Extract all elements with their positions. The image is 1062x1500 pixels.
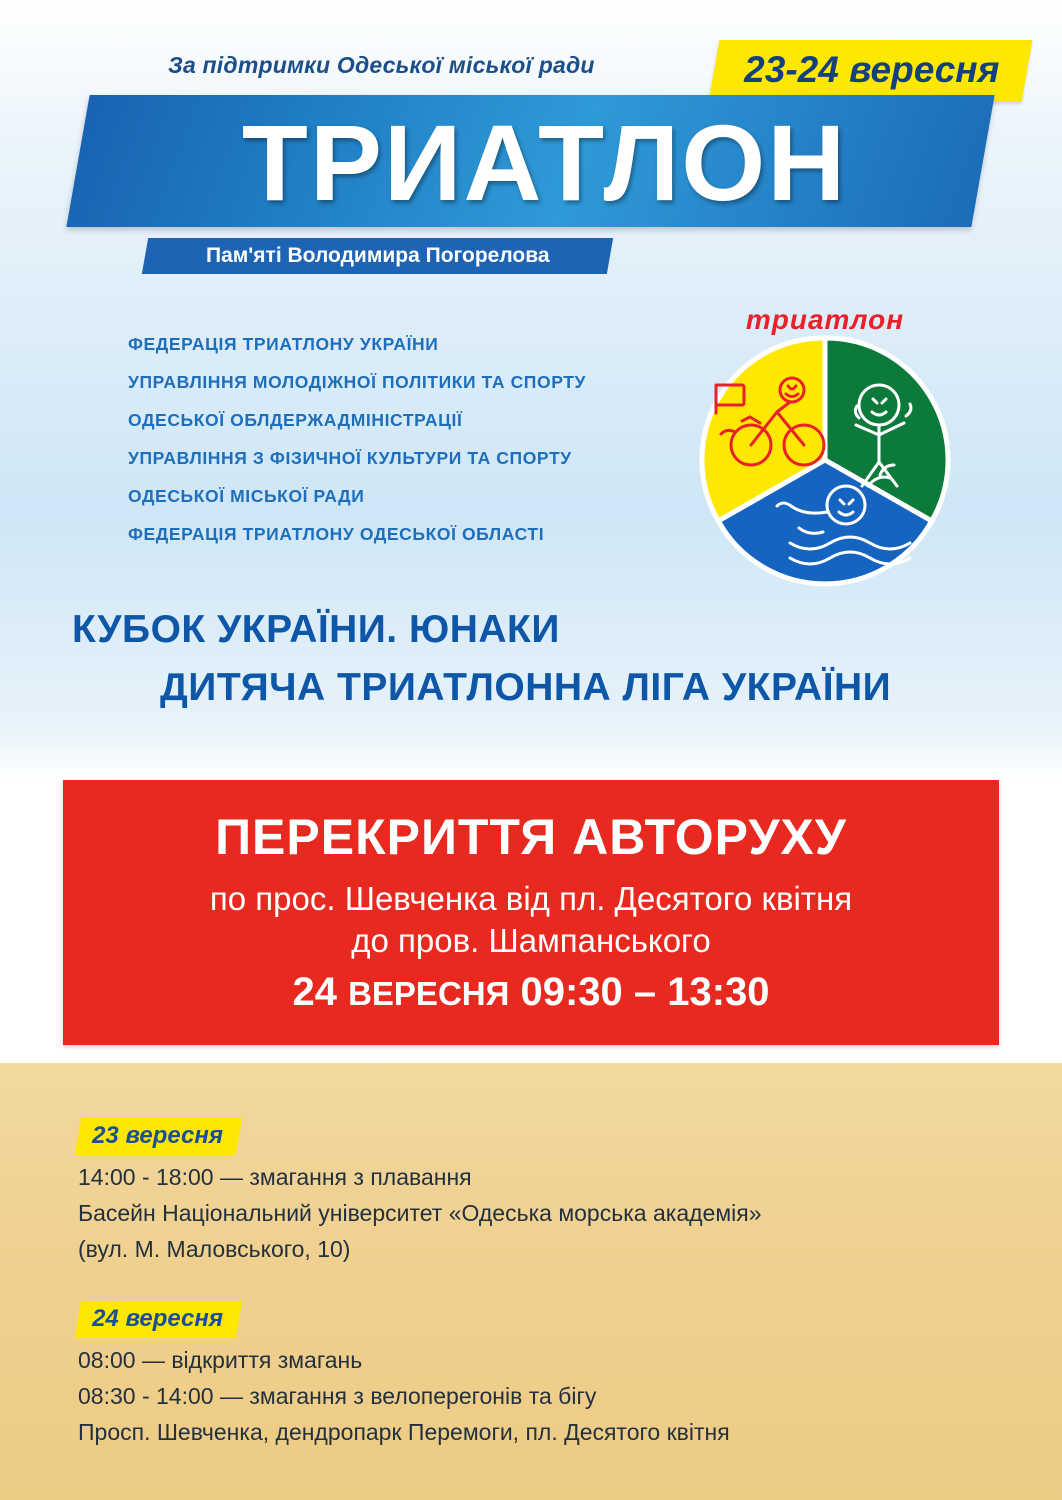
alert-line1: по прос. Шевченка від пл. Десятого квітня (209, 880, 853, 917)
date-badge-label: 23-24 вересня (743, 49, 1000, 90)
schedule-day-block (78, 1118, 1008, 1263)
poster-subtitle-label: Пам'яті Володимира Погорелова (205, 244, 550, 267)
alert-line2: до пров. Шампанського (351, 922, 711, 959)
poster-subtitle (142, 238, 613, 274)
triathlon-logo-graphic (640, 290, 1010, 610)
cup-headings (0, 608, 1062, 710)
cup-heading-line1: КУБОК УКРАЇНИ. ЮНАКИ (72, 608, 560, 651)
schedule-line: 08:00 — відкриття змагань (78, 1347, 363, 1373)
organizer-line: ОДЕСЬКОЇ ОБЛДЕРЖАДМІНІСТРАЦІЇ (128, 410, 463, 430)
schedule-line: 08:30 - 14:00 — змагання з велоперегонів та бігу (78, 1383, 597, 1409)
schedule-day-label: 23 вересня (92, 1122, 223, 1149)
poster-title (80, 96, 1008, 228)
alert-time (63, 970, 999, 1015)
organizers-list (128, 334, 648, 562)
schedule-line: Басейн Національний університет «Одеська морська академія» (78, 1200, 762, 1226)
poster-title-label: ТРИАТЛОН (241, 101, 848, 223)
schedule-day-block (78, 1301, 1008, 1446)
schedule-line: (вул. М. Маловського, 10) (78, 1236, 351, 1262)
schedule-line: Просп. Шевченка, дендропарк Перемоги, пл. Десятого квітня (78, 1419, 730, 1445)
alert-time-day: 24 (292, 970, 337, 1014)
organizer-line: ФЕДЕРАЦІЯ ТРИАТЛОНУ ОДЕСЬКОЇ ОБЛАСТІ (128, 524, 545, 544)
alert-title: ПЕРЕКРИТТЯ АВТОРУХУ (215, 809, 847, 865)
schedule-day-label: 24 вересня (92, 1305, 223, 1332)
schedule-line: 14:00 - 18:00 — змагання з плавання (78, 1164, 472, 1190)
organizer-line: УПРАВЛІННЯ МОЛОДІЖНОЇ ПОЛІТИКИ ТА СПОРТУ (128, 372, 587, 392)
organizer-line: УПРАВЛІННЯ З ФІЗИЧНОЇ КУЛЬТУРИ ТА СПОРТУ (128, 448, 572, 468)
triathlon-logo (640, 290, 1010, 610)
poster-header (0, 0, 1062, 290)
date-badge (708, 40, 1032, 102)
schedule-day-badge (75, 1301, 242, 1338)
alert-time-month: ВЕРЕСНЯ (348, 975, 510, 1012)
alert-time-range: 09:30 – 13:30 (520, 970, 770, 1014)
organizer-line: ОДЕСЬКОЇ МІСЬКОЇ РАДИ (128, 486, 365, 506)
organizer-line: ФЕДЕРАЦІЯ ТРИАТЛОНУ УКРАЇНИ (128, 334, 439, 354)
triathlon-logo-word: триатлон (745, 304, 905, 335)
road-closure-alert (63, 780, 999, 1045)
schedule-section (0, 1063, 1062, 1500)
supported-by-text: За підтримки Одеської міської ради (168, 52, 595, 78)
schedule-day-badge (75, 1118, 242, 1155)
cup-heading-line2: ДИТЯЧА ТРИАТЛОННА ЛІГА УКРАЇНИ (160, 666, 892, 709)
